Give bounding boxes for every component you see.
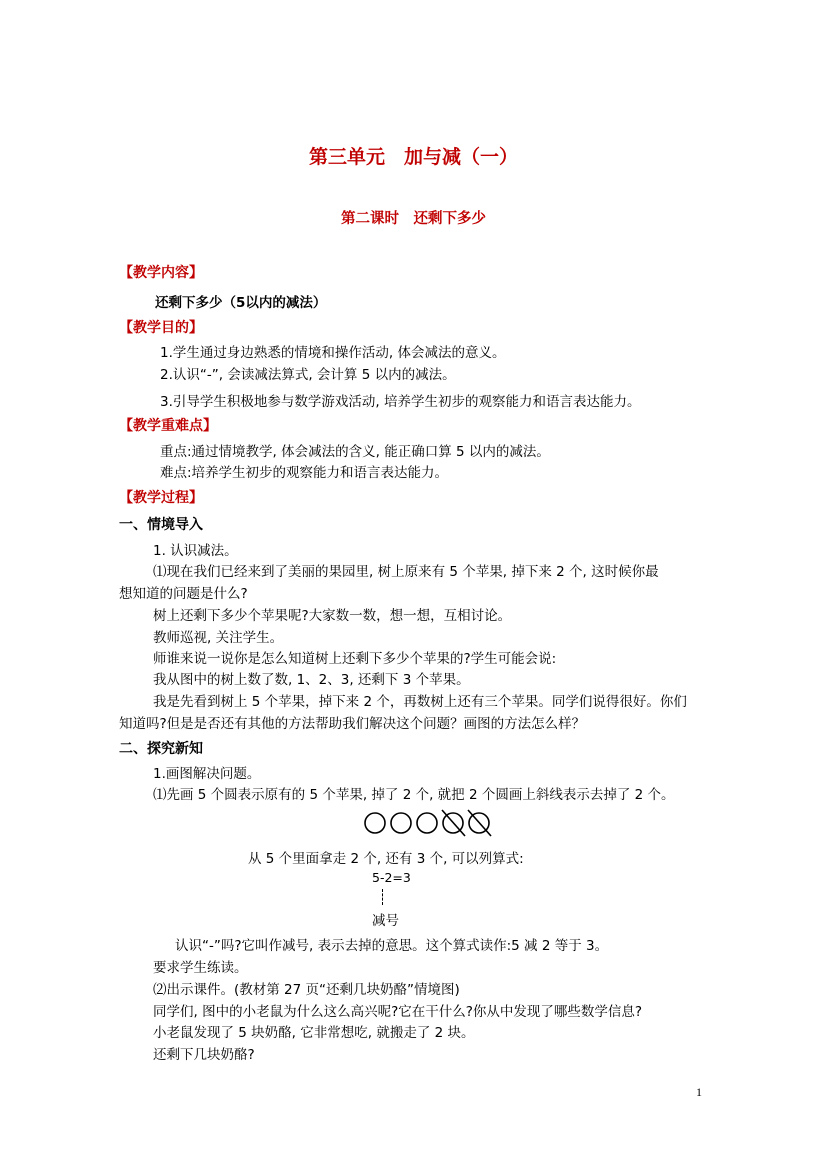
circle-apple xyxy=(391,813,411,833)
part1-heading: 一、情境导入 xyxy=(119,517,203,533)
five-circles-diagram xyxy=(362,808,494,840)
part1-line: 师谁来说一说你是怎么知道树上还剩下多少个苹果的?学生可能会说: xyxy=(153,651,557,667)
part2-line: 小老鼠发现了 5 块奶酪, 它非常想吃, 就搬走了 2 块。 xyxy=(153,1025,475,1041)
section-process-heading: 【教学过程】 xyxy=(119,490,203,506)
part2-line: ⑵出示课件。(教材第 27 页“还剩几块奶酪”情境图) xyxy=(153,982,460,998)
goal-2: 2.认识“-”, 会读减法算式, 会计算 5 以内的减法。 xyxy=(160,367,456,383)
part1-line: 1. 认识减法。 xyxy=(153,543,238,559)
part1-line: 我从图中的树上数了数, 1、2、3, 还剩下 3 个苹果。 xyxy=(153,672,470,688)
section-content-heading: 【教学内容】 xyxy=(119,265,203,281)
key-point: 重点:通过情境教学, 体会减法的含义, 能正确口算 5 以内的减法。 xyxy=(160,444,550,460)
part2-line: ⑴先画 5 个圆表示原有的 5 个苹果, 掉了 2 个, 就把 2 个圆画上斜线表示去掉了 2 个。 xyxy=(153,787,675,803)
page-title: 第三单元 加与减（一） xyxy=(308,146,518,168)
part2-line: 还剩下几块奶酪? xyxy=(153,1047,255,1063)
section-goals-heading: 【教学目的】 xyxy=(119,320,203,336)
part2-line: 要求学生练读。 xyxy=(153,960,248,976)
part2-line: 从 5 个里面拿走 2 个, 还有 3 个, 可以列算式: xyxy=(248,851,524,867)
circle-apple xyxy=(417,813,437,833)
part1-line: 教师巡视, 关注学生。 xyxy=(153,630,284,646)
cross-out-line xyxy=(442,810,465,836)
part1-line: 想知道的问题是什么? xyxy=(119,586,248,602)
lesson-subtitle: 第二课时 还剩下多少 xyxy=(341,210,486,227)
part2-line: 1.画图解决问题。 xyxy=(153,766,261,782)
minus-label: 减号 xyxy=(372,913,399,929)
part1-line: ⑴现在我们已经来到了美丽的果园里, 树上原来有 5 个苹果, 掉下来 2 个, 这时候你最 xyxy=(153,564,659,580)
part1-line: 树上还剩下多少个苹果呢?大家数一数，想一想，互相讨论。 xyxy=(153,608,512,624)
part2-line: 同学们, 图中的小老鼠为什么这么高兴呢?它在干什么?你从中发现了哪些数学信息? xyxy=(153,1004,643,1020)
part2-line: 认识“-”吗?它叫作减号, 表示去掉的意思。这个算式读作:5 减 2 等于 3。 xyxy=(175,938,609,954)
difficult-point: 难点:培养学生初步的观察能力和语言表达能力。 xyxy=(160,465,449,481)
part1-line: 我是先看到树上 5 个苹果，掉下来 2 个，再数树上还有三个苹果。同学们说得很好。你们 xyxy=(153,694,687,710)
goal-1: 1.学生通过身边熟悉的情境和操作活动, 体会减法的意义。 xyxy=(160,345,506,361)
minus-pointer-line xyxy=(382,889,384,905)
equation: 5-2=3 xyxy=(372,870,411,885)
section-key-heading: 【教学重难点】 xyxy=(119,418,217,434)
page-number: 1 xyxy=(696,1085,702,1099)
part2-heading: 二、探究新知 xyxy=(119,741,203,757)
circle-apple xyxy=(365,813,385,833)
content-text: 还剩下多少（5以内的减法） xyxy=(155,295,327,311)
goal-3: 3.引导学生积极地参与数学游戏活动, 培养学生初步的观察能力和语言表达能力。 xyxy=(160,394,641,410)
cross-out-line xyxy=(468,810,491,836)
part1-line: 知道吗?但是是否还有其他的方法帮助我们解决这个问题？画图的方法怎么样？ xyxy=(119,716,586,732)
